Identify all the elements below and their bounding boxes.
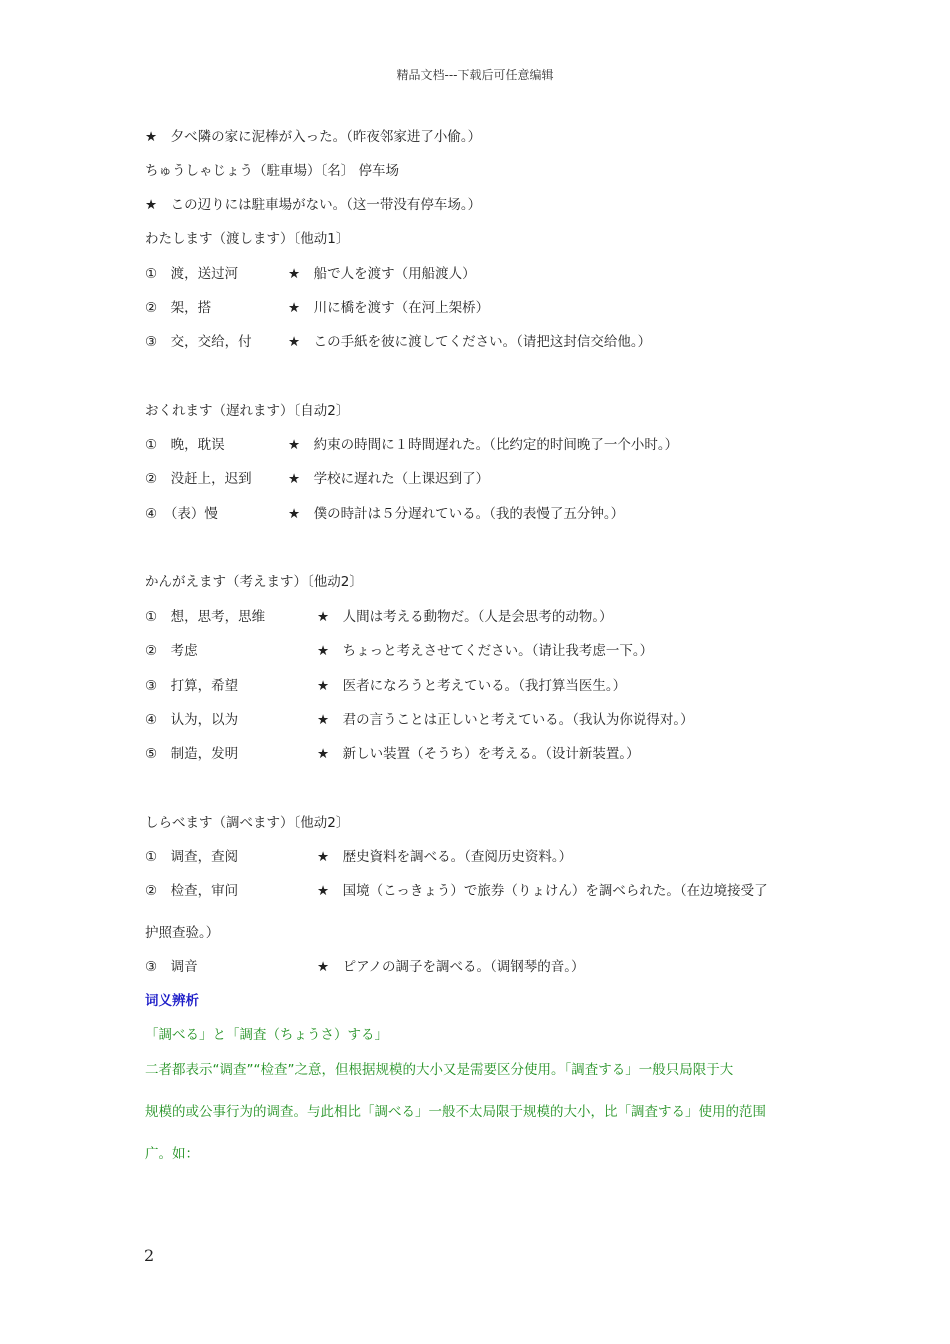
example-text: ★ ちょっと考えさせてください。（请让我考虑一下。） bbox=[317, 643, 654, 659]
line-text: 广。如： bbox=[145, 1146, 199, 1162]
line-text: ⑤ 制造，发明 bbox=[145, 746, 239, 762]
line-text: ③ 打算，希望 bbox=[145, 678, 239, 694]
line-text: 「調べる」と「調査（ちょうさ）する」 bbox=[145, 1027, 388, 1043]
example-text: ★ 君の言うことは正しいと考えている。（我认为你说得对。） bbox=[317, 712, 694, 728]
line-text: 词义辨析 bbox=[145, 993, 199, 1009]
line-text: ③ 调音 bbox=[145, 959, 198, 975]
line-text: 规模的或公事行为的调查。与此相比「調べる」一般不太局限于规模的大小，比「調査する」使用的范围 bbox=[145, 1104, 766, 1120]
line-text: ④ 认为，以为 bbox=[145, 712, 239, 728]
line-text: ① 调查，查阅 bbox=[145, 849, 239, 865]
example-text: ★ ピアノの調子を調べる。（调钢琴的音。） bbox=[317, 959, 585, 975]
example-text: ★ 川に橋を渡す（在河上架桥） bbox=[288, 300, 490, 316]
page-header: 精品文档---下载后可任意编辑 bbox=[396, 68, 554, 82]
example-text: ★ 人間は考える動物だ。（人是会思考的动物。） bbox=[317, 609, 613, 625]
example-text: ★ この手紙を彼に渡してください。（请把这封信交给他。） bbox=[288, 334, 652, 350]
line-text: ③ 交，交给，付 bbox=[145, 334, 252, 350]
line-text: ② 考虑 bbox=[145, 643, 198, 659]
example-text: ★ 医者になろうと考えている。（我打算当医生。） bbox=[317, 678, 627, 694]
example-text: ★ 国境（こっきょう）で旅券（りょけん）を調べられた。（在边境接受了 bbox=[317, 883, 768, 899]
line-text: かんがえます（考えます）〔他动2〕 bbox=[145, 574, 363, 590]
line-text: ちゅうしゃじょう（駐車場）〔名〕 停车场 bbox=[145, 163, 400, 179]
example-text: ★ 新しい装置（そうち）を考える。（设计新装置。） bbox=[317, 746, 640, 762]
line-text: ★ この辺りには駐車場がない。（这一带没有停车场。） bbox=[145, 197, 482, 213]
line-text: ④ （表）慢 bbox=[145, 506, 218, 522]
example-text: ★ 船で人を渡す（用船渡人） bbox=[288, 266, 476, 282]
line-text: わたします（渡します）〔他动1〕 bbox=[145, 231, 350, 247]
line-text: ② 检查，审问 bbox=[145, 883, 239, 899]
line-text: おくれます（遅れます）〔自动2〕 bbox=[145, 403, 350, 419]
example-text: ★ 学校に遅れた（上课迟到了） bbox=[288, 471, 490, 487]
line-text: ① 晚，耽误 bbox=[145, 437, 225, 453]
example-text: ★ 歴史資料を調べる。（查阅历史资料。） bbox=[317, 849, 573, 865]
line-text: ② 没赶上，迟到 bbox=[145, 471, 252, 487]
line-text: 二者都表示“调查”“检查”之意，但根据规模的大小又是需要区分使用。「調査する」一般只局限于大 bbox=[145, 1062, 734, 1078]
line-text: 护照查验。） bbox=[145, 925, 220, 941]
page-number: 2 bbox=[144, 1246, 155, 1265]
line-text: ① 渡，送过河 bbox=[145, 266, 239, 282]
example-text: ★ 約束の時間に１時間遅れた。（比约定的时间晚了一个小时。） bbox=[288, 437, 679, 453]
line-text: しらべます（調べます）〔他动2〕 bbox=[145, 815, 350, 831]
line-text: ② 架，搭 bbox=[145, 300, 212, 316]
line-text: ① 想，思考，思维 bbox=[145, 609, 266, 625]
example-text: ★ 僕の時計は５分遅れている。（我的表慢了五分钟。） bbox=[288, 506, 625, 522]
line-text: ★ 夕べ隣の家に泥棒が入った。（昨夜邻家进了小偷。） bbox=[145, 129, 482, 145]
